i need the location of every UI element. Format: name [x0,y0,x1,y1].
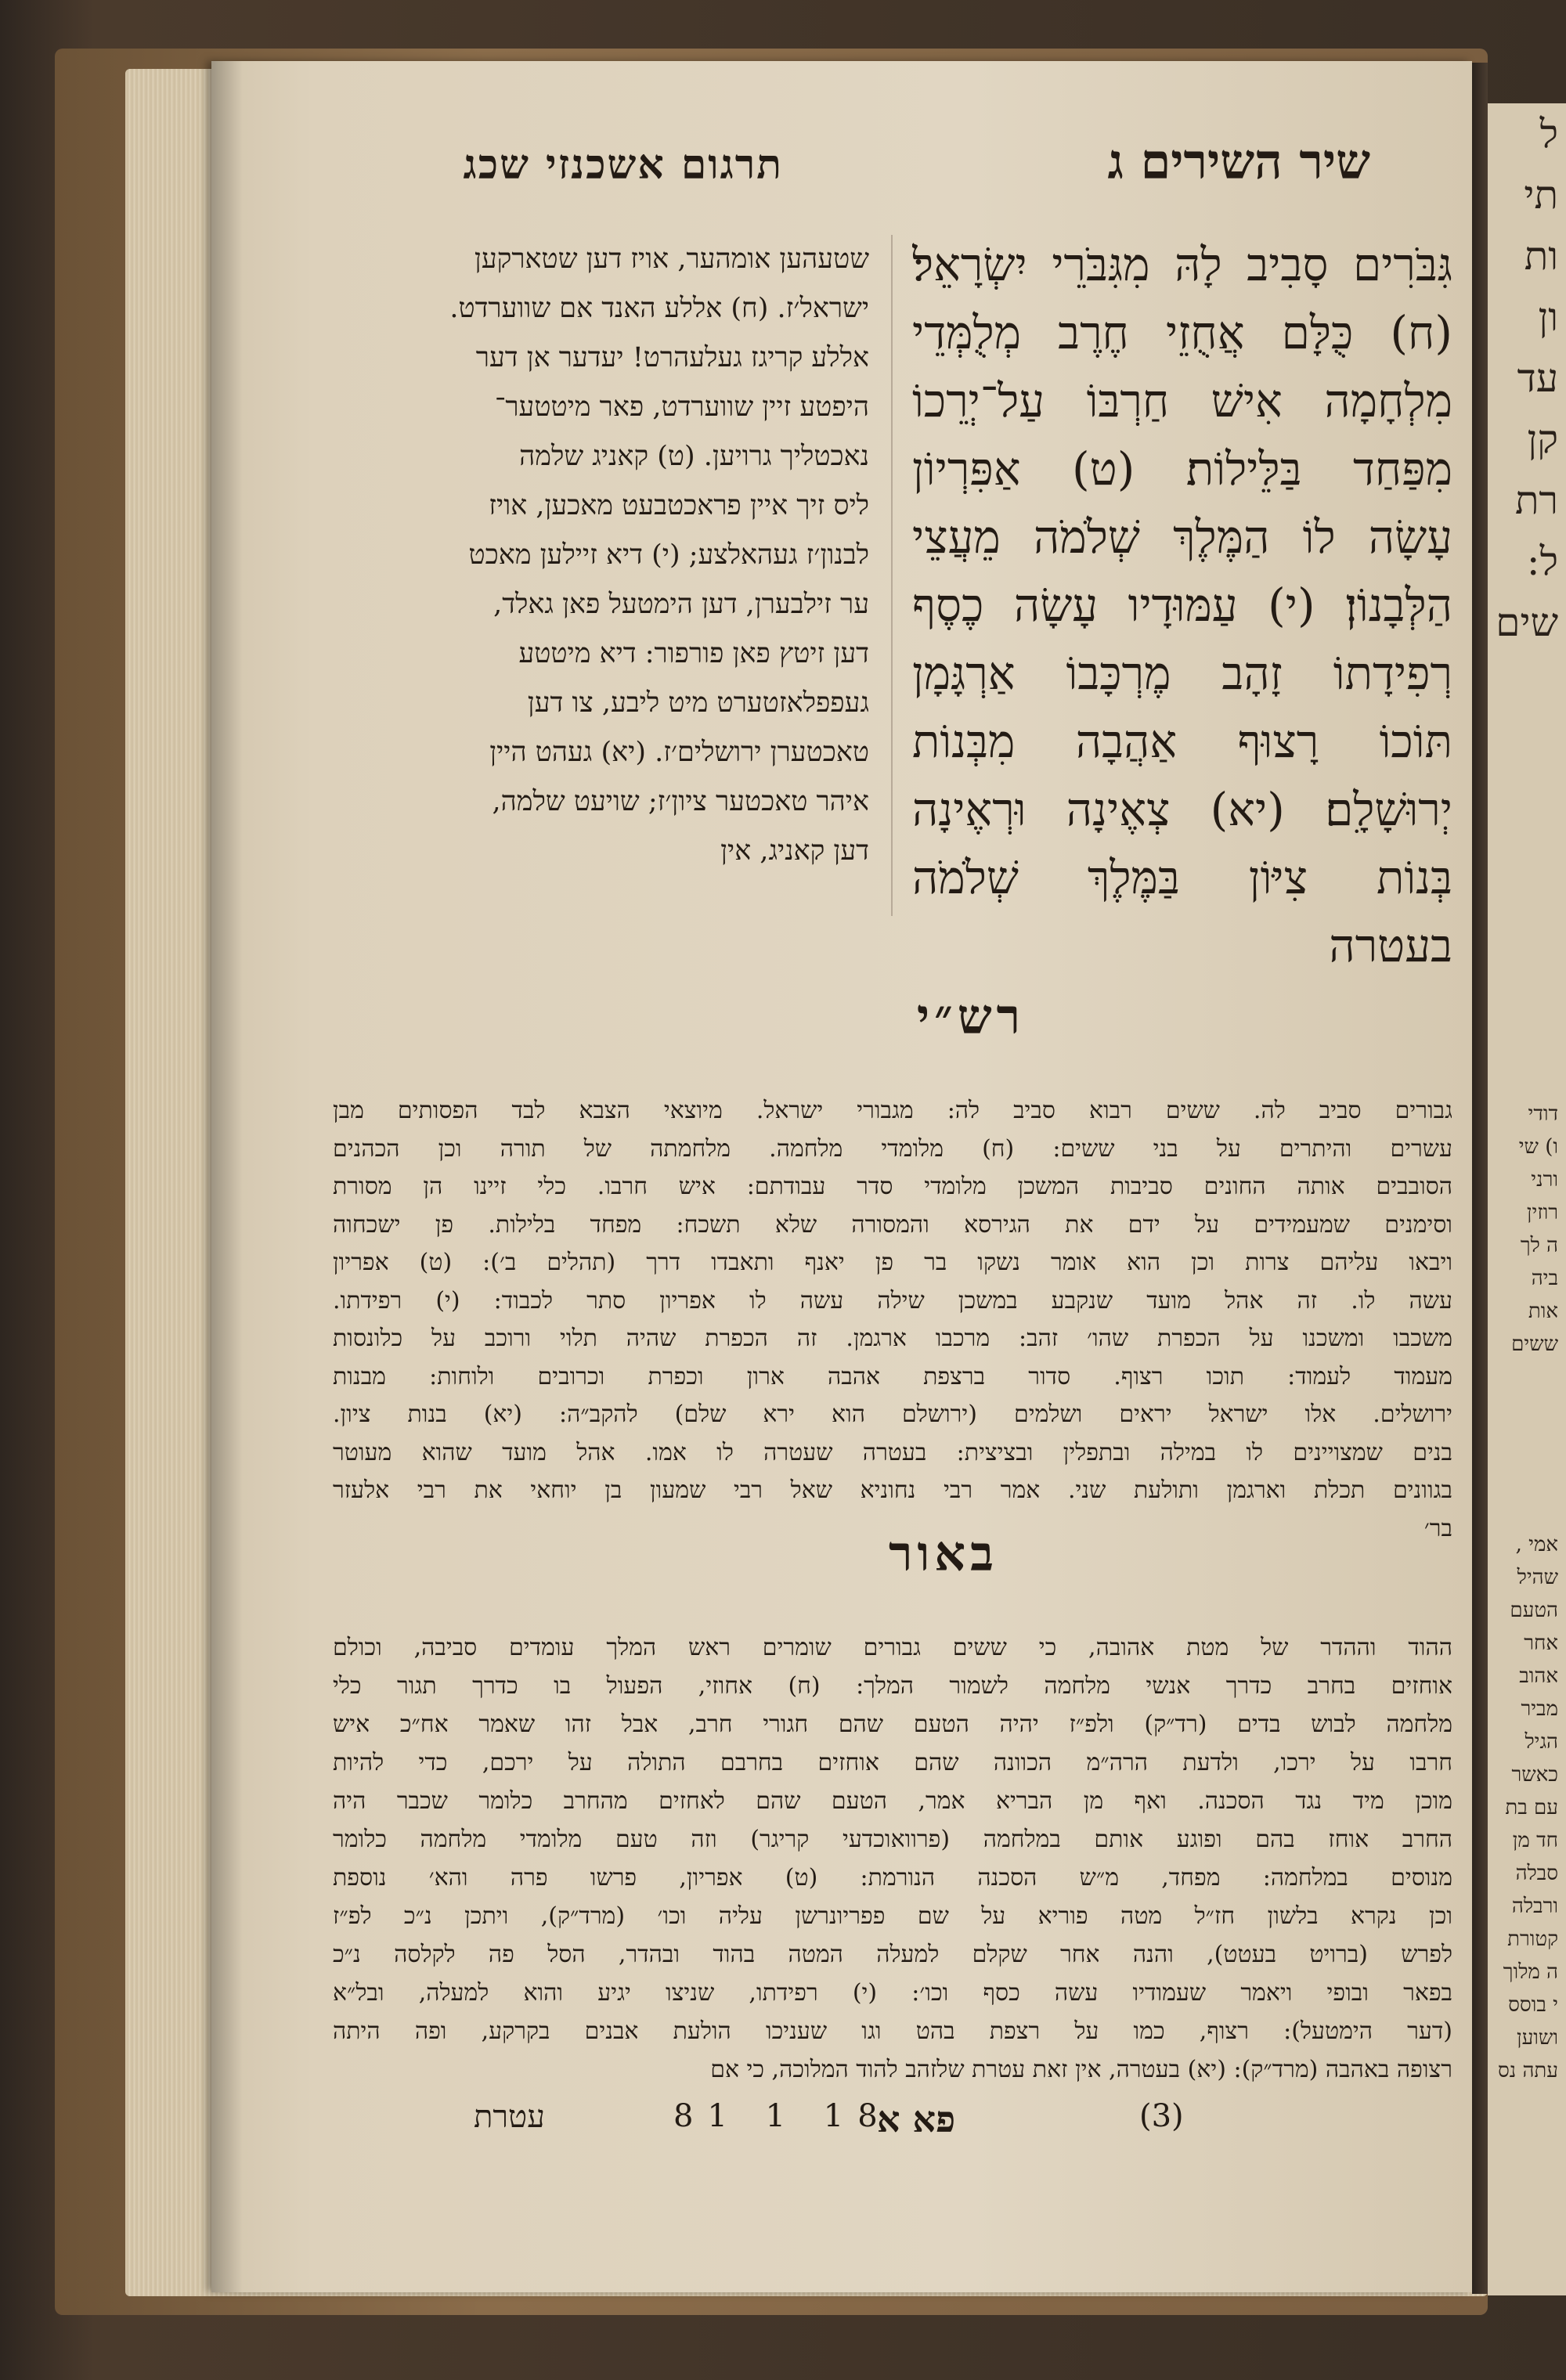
facing-page-line: ששים [1511,1332,1558,1356]
facing-page-line: י בוסס [1508,1993,1558,2017]
facing-page-line: ות [1524,233,1558,279]
column-divider [891,235,893,916]
rashi-line: בר׳ [1423,1514,1452,1542]
facing-page-line: אמי , [1515,1533,1558,1556]
book-gutter [1472,63,1488,2294]
hebrew-verse-line: עָשָׂה לוֹ הַמֶּלֶךְ שְׁלֹמֹה מֵעֲצֵי [912,510,1452,564]
hebrew-verse-line: הַלְּבָנוֹן׃ (י) עַמּוּדָיו עָשָׂה כֶסֶף [912,579,1452,632]
facing-page-line: ל [1539,111,1558,157]
translation-line: ליס זיך איין פראכטבעט מאכען, אויז [489,490,869,521]
page-shadow [211,61,243,2292]
biur-line: אוחזים בחרב כדרך אנשי מלחמה לשמור המלך: (ח) אחוזי, הפעול בו כדרך תגור כלי [333,1672,1452,1700]
rashi-commentary [333,1092,1452,1548]
facing-page-line: ו) שי [1518,1135,1558,1159]
rashi-line: בגוונים תכלת וארגמן ותולעת שני. אמר רבי נחוניא שאל רבי שמעון בן יוחאי את רבי אלעזר [333,1477,1452,1504]
hebrew-verse-line: בְּנוֹת צִיּוֹן בַּמֶּלֶךְ שְׁלֹמֹה [912,851,1452,904]
facing-page-line: רת [1514,478,1558,523]
biur-line: חרבו על ירכו, ולדעת הרה״מ הכוונה שהם אוחזים בחרבם התולה על ירכם, כדי להיות [333,1749,1452,1776]
facing-page-line: ביה [1531,1267,1558,1290]
biur-line: מלחמה לבוש בדים (רד״ק) ולפ״ז יהיה הטעם שהם חגורי חרב, אבל זהו שאמר אח״כ איש [333,1711,1452,1738]
rashi-line: ויבאו עליהם צרות וכן הוא אומר נשקו בר פן יאנף ותאבדו דרך (תהלים ב׳): (ט) אפריון [333,1249,1452,1276]
biur-line: לפרש (ברויט בעטט), והנה אחר שקלם למעלה המטה בהוד ובהדר, הסל פה לקלסה נ״כ [333,1941,1452,1968]
catchword: עטרת [474,2099,545,2135]
biur-line: מנוסים במלחמה: מפחד, מ״ש הסכנה הנורמת: (ט) אפריון, פרשו פרה והא׳ נוספת [333,1864,1452,1891]
facing-page-line: עם בת [1505,1796,1558,1819]
rashi-line: בנים שמצויינים לו במילה ובתפלין ובציצית: בעטרה שעטרה לו אמו. אהל מועד שהוא מעוטר [333,1438,1452,1466]
hebrew-verse-line: מִלְחָמָה אִישׁ חַרְבּוֹ עַל־יְרֵכוֹ [912,374,1452,427]
biur-line: וכן נקרא בלשון חז״ל מטה פוריא על שם פפריונרשן עליה וכו׳ (מרד״ק), ויתכן נ״כ לפ״ז [333,1902,1452,1930]
facing-page-line: עתה נס [1497,2059,1558,2082]
facing-page-line: קן [1527,416,1558,462]
rashi-title: רש״י [916,988,1026,1045]
facing-page-line: מביר [1521,1697,1558,1721]
facing-page-line: חד מן [1512,1829,1558,1852]
rashi-line: עשה לו. זה אהל מועד שנקבע במשכן שילה עשה לו אפריון סתר לכבוד: (י) רפידתו. [333,1286,1452,1314]
facing-page-line: שים [1496,600,1558,645]
facing-page-line: אהוב [1519,1664,1558,1688]
translation-line: געפפלאזטערט מיט ליבע, צו דען [527,687,869,719]
facing-page-line: סבלה [1515,1862,1558,1885]
facing-page-line: ורני [1531,1168,1558,1192]
running-header-book: שיר השירים ג [1107,133,1370,190]
translation-line: נאכטליך גרויען. (ט) קאניג שלמה [519,441,869,472]
facing-page-line: ה מלוך [1503,1960,1558,1984]
rashi-line: ירושלים. אלו ישראל יראים ושלמים (ירושלם הוא ירא שלם) להקב״ה: (יא) בנות ציון. [333,1401,1452,1428]
hebrew-verse-line: רְפִידָתוֹ זָהָב מֶרְכָּבוֹ אַרְגָּמָן [912,647,1452,700]
biur-line: החרב אוחז בהם ופוגע אותם במלחמה (פרוואוכדעי קריגר) וזה טעם מלומדי מלחמה כלומר [333,1826,1452,1853]
translation-line: היפטע זיין שווערדט, פאר מיטטער־ [494,391,869,423]
facing-page-line: שהיל [1517,1566,1558,1589]
facing-page-line: עד [1517,355,1558,401]
facing-page-line: תי [1524,172,1558,218]
translation-line: ישראל׳ז. (ח) אללע האנד אם שווערדט. [449,293,869,324]
facing-page-edge [1488,103,1566,2295]
facing-page-line: רוזין [1526,1201,1558,1224]
translation-line: איהר טאכטער ציון׳ז; שויעט שלמה, [492,786,869,817]
facing-page-line: ושוען [1516,2026,1558,2050]
translation-line: ער זילבערן, דען הימטעל פאן גאלד, [493,589,869,620]
translation-line: אללע קריגז געלעהרט! יעדער אן דער [475,342,869,373]
signature-latin: 81 1 18 [673,2098,892,2134]
facing-page-line: הגיל [1525,1730,1558,1754]
biur-line: רצופה באהבה (מרד״ק): (יא) בעטרה, אין זאת עטרת שלזהב להוד המלוכה, כי אם [710,2056,1452,2083]
rashi-line: עשרים והיתרים על בני ששים: (ח) מלומדי מלחמה. מלחמתה של תורה וכן הכהנים [333,1134,1452,1163]
rashi-line: גבורים סביב לה. ששים רבוא סביב לה: מגבורי ישראל. מיוצאי הצבא לבד הפסותים מבן [333,1097,1452,1124]
hebrew-text-column [912,231,1452,980]
rashi-line: מעמוד לעמוד: תוכו רצוף. סדור ברצפת אהבה ארון וכפרת וכרובים ולוחות: מבנות [333,1362,1452,1390]
rashi-line: וסימנים שמעמידים על ידם את הגירסא והמסורה שלא תשכח: מפחד בלילות. פן ישכחוה [333,1210,1452,1239]
rashi-line: הסובבים אותה החונים סביבות המשכן מלומדי סדר עבודתם: איש חרבו. כלי זיינו הן מסורת [333,1173,1452,1200]
translation-line: לבנון׳ז געהאלצע; (י) דיא זיילען מאכט [468,539,869,571]
facing-page-line: דודי [1528,1102,1558,1126]
translation-line: טאכטערן ירושלים׳ז. (יא) געהט היין [489,737,869,768]
hebrew-verse-line: תּוֹכוֹ רָצוּף אַהֲבָה מִבְּנוֹת [912,715,1452,768]
facing-page-line: הטעם [1510,1599,1558,1622]
biur-line: ההוד וההדר של מטת אהובה, כי ששים גבורים שומרים ראש המלך עומדים סביבה, וכולם [333,1634,1452,1661]
facing-page-small-text [1511,1098,1558,1361]
hebrew-verse-line: (ח) כֻּלָּם אֲחֻזֵי חֶרֶב מְלֻמְּדֵי [912,306,1452,359]
biur-line: מוכן מיד נגד הסכנה. ואף מן הבריא אמר, הטעם שהם לאחזים מהחרב כלומר שכבר היה [333,1787,1452,1815]
signature-hebrew: פא א [877,2098,956,2140]
biur-title: באור [888,1525,998,1582]
hebrew-verse-line: מִפַּחַד בַּלֵּילוֹת׃ (ט) אַפִּרְיוֹן [912,442,1452,496]
biur-commentary [333,1628,1452,2089]
facing-page-line: קטורת [1507,1927,1558,1951]
translation-line: שטעהען אומהער, אויז דען שטארקען [474,243,869,275]
hebrew-verse-line: בעטרה [1329,919,1452,972]
translation-line: דען קאניג, אין [720,835,869,867]
facing-page-line: ה לך [1520,1234,1558,1257]
facing-page-large-text [1496,103,1558,653]
facing-page-line: כאשר [1511,1763,1558,1787]
german-translation-column [352,235,869,876]
facing-page-small-text-2 [1498,1528,1558,2087]
hebrew-verse-line: יְרוּשָׁלָ͏ִם׃ (יא) צְאֶינָה וּרְאֶינָה [912,783,1452,836]
page-marker: (3) [1139,2098,1184,2134]
running-header-translation: תרגום אשכנזי שכג [463,141,783,189]
facing-page-line: ורבלה [1511,1895,1558,1918]
facing-page-line: אחר [1524,1632,1558,1655]
biur-line: בפאר ובופי ויאמר שעמודיו עשה כסף וכו׳: (י) רפידתו, שניצו יגיע והוא למעלה, ובל״א [333,1979,1452,2007]
facing-page-line: ון [1538,294,1558,340]
rashi-line: משכבו ומשכנו על הכפרת שהו׳ זהב: מרכבו ארגמן. זה הכפרת שהיה תלוי ורוכב על כלונסות [333,1325,1452,1352]
translation-line: דען זיטץ פאן פורפור: דיא מיטטע [518,638,869,669]
facing-page-line: ל: [1526,539,1558,584]
hebrew-verse-line: גִּבֹּרִים סָבִיב לָהּ מִגִּבֹּרֵי יִשְׂרָאֵל׃ [912,238,1452,291]
facing-page-line: אות [1528,1300,1558,1323]
biur-line: (דער הימטעל): רצוף, כמו על רצפת בהט וגו שעניכו הולעת אבנים בקרקע, ופה היתה [333,2018,1452,2045]
